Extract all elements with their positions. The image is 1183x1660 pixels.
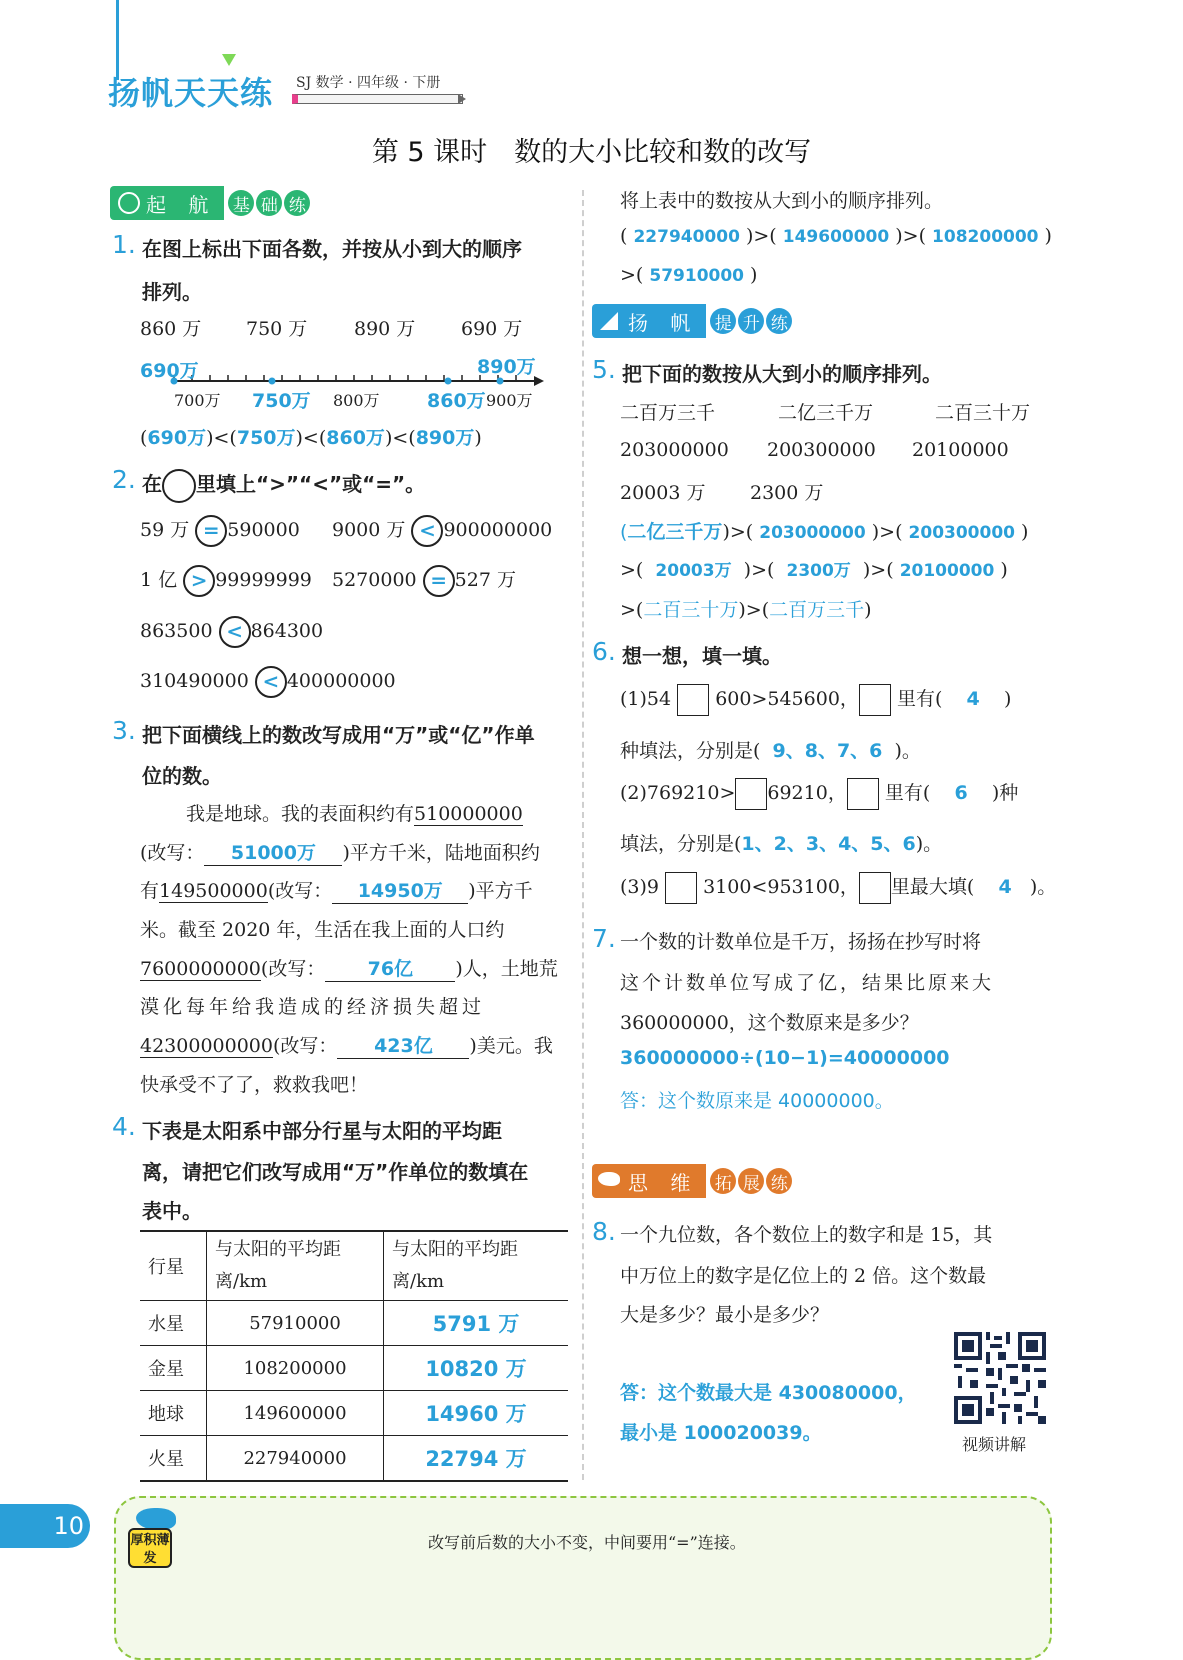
compare-circle: = — [423, 565, 455, 597]
passage-line: 有149500000(改写： 14950万 )平方千 — [140, 876, 533, 904]
compare-right: 99999999 — [215, 569, 312, 591]
passage-line: 快承受不了了，救救我吧！ — [140, 1074, 369, 1096]
table-row — [140, 1391, 568, 1436]
question-text-part: 里填上“>”“<”或“=”。 — [196, 472, 426, 496]
question-text: 在图上标出下面各数，并按从小到大的顺序 — [142, 237, 522, 261]
rewrite-answer: 14950万 — [332, 876, 468, 904]
planet-name: 火星 — [140, 1436, 207, 1482]
mark-label: 750万 — [252, 390, 311, 412]
question-text: 一个九位数，各个数位上的数字和是 15，其 — [620, 1224, 993, 1246]
q6-part3 — [620, 872, 1056, 904]
q6-text: (3)9 — [620, 876, 660, 898]
distance-wan: 10820 万 — [384, 1346, 569, 1391]
q6-text: 填法，分别是( — [620, 833, 742, 855]
rewrite-answer: 76亿 — [325, 954, 455, 982]
qr-caption: 视频讲解 — [962, 1435, 1027, 1454]
q6-part2 — [620, 829, 942, 856]
book-subtitle: SJ 数学 · 四年级 · 下册 — [296, 75, 441, 91]
q6-text: 3100<953100， — [703, 876, 859, 898]
q6-text: ) — [1003, 688, 1012, 710]
given-number: 二亿三千万 — [778, 402, 874, 424]
answer-value: 20100000 — [899, 561, 995, 581]
planet-distance-table — [140, 1230, 568, 1482]
compare-left: 9000 万 — [332, 519, 406, 541]
answer-value: 890万 — [415, 427, 475, 449]
given-number: 690 万 — [461, 318, 523, 340]
given-number: 20100000 — [912, 439, 1009, 461]
distance-km: 57910000 — [207, 1301, 384, 1346]
tip-box — [114, 1496, 1052, 1660]
answer-value: 二亿三千万 — [627, 521, 723, 543]
answer-value: 108200000 — [932, 227, 1039, 247]
question-text: 中万位上的数字是亿位上的 2 倍。这个数最 — [620, 1265, 987, 1287]
q1-answer: (690万)<(750万)<(860万)<(890万) — [140, 427, 482, 449]
passage-text: 有 — [140, 880, 160, 902]
question-text — [142, 468, 425, 503]
answer-value: 149600000 — [782, 227, 890, 247]
question-text: 这个计数单位写成了亿，结果比原来大 — [620, 972, 995, 994]
q8-answer: 最小是 100020039。 — [620, 1422, 822, 1444]
distance-km: 108200000 — [207, 1346, 384, 1391]
axis-label: 800万 — [333, 391, 380, 410]
compare-left: 1 亿 — [140, 569, 178, 591]
passage-text: 改写： — [268, 958, 326, 980]
planet-name: 水星 — [140, 1301, 207, 1346]
table-header: 与太阳的平均距离/km — [384, 1231, 569, 1301]
planet-name: 地球 — [140, 1391, 207, 1436]
mark-750 — [269, 378, 276, 385]
given-number: 20003 万 — [620, 482, 706, 504]
distance-wan: 5791 万 — [384, 1301, 569, 1346]
question-text: 把下面的数按从大到小的顺序排列。 — [622, 362, 942, 386]
question-number: 2. — [112, 465, 136, 494]
q5-answer: >( 20003万 )>( 2300万 )>( 20100000 ) — [620, 559, 1008, 581]
question-text: 离，请把它们改写成用“万”作单位的数填在 — [142, 1160, 529, 1184]
mark-label: 890万 — [477, 356, 536, 378]
column-divider — [582, 190, 584, 1480]
compare-left: 5270000 — [332, 569, 417, 591]
tip-text: 改写前后数的大小不变，中间要用“=”连接。 — [428, 1533, 746, 1552]
page-title: 第 5 课时 数的大小比较和数的改写 — [371, 137, 812, 168]
q6-text: )。 — [1029, 876, 1057, 898]
q6-text: 里有( — [884, 782, 931, 804]
passage-text: 改写： — [147, 842, 205, 864]
answer-value: 227940000 — [633, 227, 740, 247]
given-number: 750 万 — [246, 318, 308, 340]
passage-text: 我是地球。我的表面积约有 — [186, 803, 415, 825]
planet-name: 金星 — [140, 1346, 207, 1391]
given-number: 860 万 — [140, 318, 202, 340]
answer-value: 203000000 — [759, 523, 866, 543]
digit-box — [847, 778, 879, 810]
section-tag: 升 — [738, 308, 764, 334]
answer-value: 57910000 — [649, 266, 745, 286]
page-number: 10 — [0, 1504, 90, 1548]
distance-wan: 22794 万 — [384, 1436, 569, 1482]
q6-text: 69210， — [767, 782, 847, 804]
compare-item — [140, 565, 312, 597]
distance-km: 149600000 — [207, 1391, 384, 1436]
q7-answer: 答：这个数原来是 40000000。 — [620, 1090, 894, 1112]
passage-line: 7600000000(改写： 76亿 )人，土地荒 — [140, 954, 558, 982]
q6-part1 — [620, 684, 1011, 716]
underlined-number: 7600000000 — [140, 958, 261, 980]
passage-text: 改写： — [280, 1035, 338, 1057]
answer-value: 6 — [954, 782, 968, 804]
q7-calculation: 360000000÷(10−1)=40000000 — [620, 1047, 950, 1069]
given-number: 2300 万 — [750, 482, 824, 504]
given-number: 890 万 — [354, 318, 416, 340]
mark-860 — [445, 378, 452, 385]
distance-km: 227940000 — [207, 1436, 384, 1482]
q5-answer: >(二百三十万)>(二百万三千) — [620, 599, 872, 621]
q6-text: )。 — [915, 833, 943, 855]
answer-value: 860万 — [326, 427, 385, 449]
table-row — [140, 1301, 568, 1346]
answer-value: 4 — [966, 688, 980, 710]
digit-box — [859, 872, 891, 904]
passage-line: 漠化每年给我造成的经济损失超过 — [140, 996, 486, 1018]
compare-item — [332, 515, 552, 547]
answer-value: 二百万三千 — [769, 599, 865, 621]
qr-code-icon[interactable] — [954, 1332, 1046, 1424]
passage-text: 改写： — [275, 880, 333, 902]
q6-text: 里有( — [896, 688, 943, 710]
question-number: 1. — [112, 230, 136, 259]
compare-circle: < — [219, 616, 251, 648]
underlined-number: 42300000000 — [140, 1035, 273, 1057]
compare-right: 527 万 — [454, 569, 516, 591]
compare-left: 310490000 — [140, 670, 249, 692]
question-text: 一个数的计数单位是千万，扬扬在抄写时将 — [620, 931, 982, 953]
q6-text: (1)54 — [620, 688, 672, 710]
passage-line: 42300000000(改写： 423亿 )美元。我 — [140, 1031, 553, 1059]
answer-value: 200300000 — [908, 523, 1015, 543]
axis-label: 700万 — [174, 391, 221, 410]
question-text: 位的数。 — [142, 764, 222, 788]
answer-value: 750万 — [236, 427, 296, 449]
ship-wheel-icon — [118, 192, 140, 214]
brand-logo: 扬帆天天练 — [108, 74, 274, 112]
compare-circle: < — [255, 666, 287, 698]
compare-left: 863500 — [140, 620, 213, 642]
q6-text: 里最大填( — [890, 876, 975, 898]
table-header-row — [140, 1231, 568, 1301]
rewrite-answer: 423亿 — [337, 1031, 469, 1059]
compare-item — [140, 515, 300, 547]
given-number: 二百万三千 — [620, 402, 716, 424]
answer-value: 20003万 — [655, 561, 732, 581]
compare-left: 59 万 — [140, 519, 190, 541]
pencil-tip — [458, 94, 466, 104]
given-number: 203000000 — [620, 439, 729, 461]
dolphin-mascot-icon — [136, 1508, 176, 1530]
section-label: 起 航 — [110, 186, 224, 220]
passage-line — [186, 799, 523, 826]
table-header: 行星 — [140, 1231, 207, 1301]
answer-value: 4 — [998, 876, 1012, 898]
passage-text: 人，土地荒 — [462, 958, 558, 980]
question-text-part: 在 — [142, 472, 162, 496]
q5-answer: (二亿三千万)>( 203000000 )>( 200300000 ) — [620, 521, 1029, 543]
section-tag: 提 — [710, 308, 736, 334]
section-banner-basic — [110, 186, 310, 220]
mark-label: 860万 — [427, 390, 486, 412]
question-number: 5. — [592, 355, 616, 384]
q6-part1 — [620, 736, 921, 763]
passage-line: (改写： 51000万 )平方千米，陆地面积约 — [140, 838, 540, 866]
compare-right: 400000000 — [286, 670, 396, 692]
question-number: 8. — [592, 1217, 616, 1246]
answer-value: 2300万 — [786, 561, 851, 581]
section-label: 扬 帆 — [592, 304, 706, 338]
sail-icon — [600, 312, 618, 330]
q6-text: )种 — [991, 782, 1019, 804]
q4-sort-answer: >( 57910000 ) — [620, 264, 758, 286]
mark-label: 690万 — [140, 360, 199, 382]
digit-box — [665, 872, 697, 904]
circle-sample-icon — [162, 469, 196, 503]
q6-text: )。 — [894, 740, 921, 762]
compare-circle: < — [411, 515, 443, 547]
question-text: 想一想，填一填。 — [622, 644, 782, 668]
table-header: 与太阳的平均距离/km — [207, 1231, 384, 1301]
question-number: 7. — [592, 924, 616, 953]
section-label: 思 维 — [592, 1164, 706, 1198]
underlined-number: 510000000 — [414, 803, 523, 825]
question-number: 3. — [112, 716, 136, 745]
answer-value: 1、2、3、4、5、6 — [741, 833, 916, 855]
section-tag: 展 — [738, 1168, 764, 1194]
question-text: 把下面横线上的数改写成用“万”或“亿”作单 — [142, 723, 535, 747]
section-banner-improve — [592, 304, 792, 338]
compare-item — [332, 565, 516, 597]
logo-leaf-icon — [222, 54, 236, 66]
q4-sort-answer: ( 227940000 )>( 149600000 )>( 108200000 ) — [620, 225, 1052, 247]
compare-right: 864300 — [250, 620, 324, 642]
passage-line: 米。截至 2020 年，生活在我上面的人口约 — [140, 919, 505, 941]
question-number: 4. — [112, 1112, 136, 1141]
distance-wan: 14960 万 — [384, 1391, 569, 1436]
question-number: 6. — [592, 637, 616, 666]
q6-text: 600>545600， — [715, 688, 859, 710]
question-text: 360000000，这个数原来是多少？ — [620, 1012, 919, 1034]
table-row — [140, 1436, 568, 1482]
axis-label: 900万 — [486, 391, 533, 410]
digit-box — [859, 684, 891, 716]
section-tag: 础 — [256, 190, 282, 216]
answer-value: 9、8、7、6 — [772, 740, 883, 762]
compare-right: 900000000 — [443, 519, 553, 541]
digit-box — [735, 778, 767, 810]
compare-item — [140, 616, 323, 648]
passage-text: 平方千米，陆地面积约 — [349, 842, 540, 864]
answer-value: 690万 — [147, 427, 207, 449]
section-tag: 练 — [766, 308, 792, 334]
q8-answer: 答：这个数最大是 430080000， — [620, 1382, 917, 1404]
pencil-bar — [292, 94, 463, 104]
q4-sort-text: 将上表中的数按从大到小的顺序排列。 — [620, 190, 944, 212]
q6-text: 种填法，分别是( — [620, 740, 761, 762]
digit-box — [677, 684, 709, 716]
compare-circle: = — [195, 515, 227, 547]
rewrite-answer: 51000万 — [204, 838, 342, 866]
given-number: 200300000 — [767, 439, 876, 461]
question-text: 大是多少？最小是多少？ — [620, 1304, 830, 1326]
tip-badge: 厚积薄发 — [128, 1528, 172, 1568]
section-tag: 拓 — [710, 1168, 736, 1194]
table-row — [140, 1346, 568, 1391]
passage-text: 平方千 — [475, 880, 533, 902]
section-tag: 练 — [284, 190, 310, 216]
dolphin-icon — [598, 1172, 620, 1186]
passage-text: 美元。我 — [476, 1035, 553, 1057]
compare-circle: > — [183, 565, 215, 597]
question-text: 下表是太阳系中部分行星与太阳的平均距 — [142, 1119, 502, 1143]
compare-item — [140, 666, 396, 698]
section-banner-expand — [592, 1164, 792, 1198]
answer-value: 二百三十万 — [643, 599, 739, 621]
underlined-number: 149500000 — [159, 880, 268, 902]
q6-text: (2)769210> — [620, 782, 736, 804]
section-tag: 练 — [766, 1168, 792, 1194]
section-tag: 基 — [228, 190, 254, 216]
compare-right: 590000 — [227, 519, 300, 541]
given-number: 二百三十万 — [935, 402, 1031, 424]
q6-part2 — [620, 778, 1018, 810]
question-text: 排列。 — [142, 280, 202, 304]
question-text: 表中。 — [142, 1199, 202, 1223]
